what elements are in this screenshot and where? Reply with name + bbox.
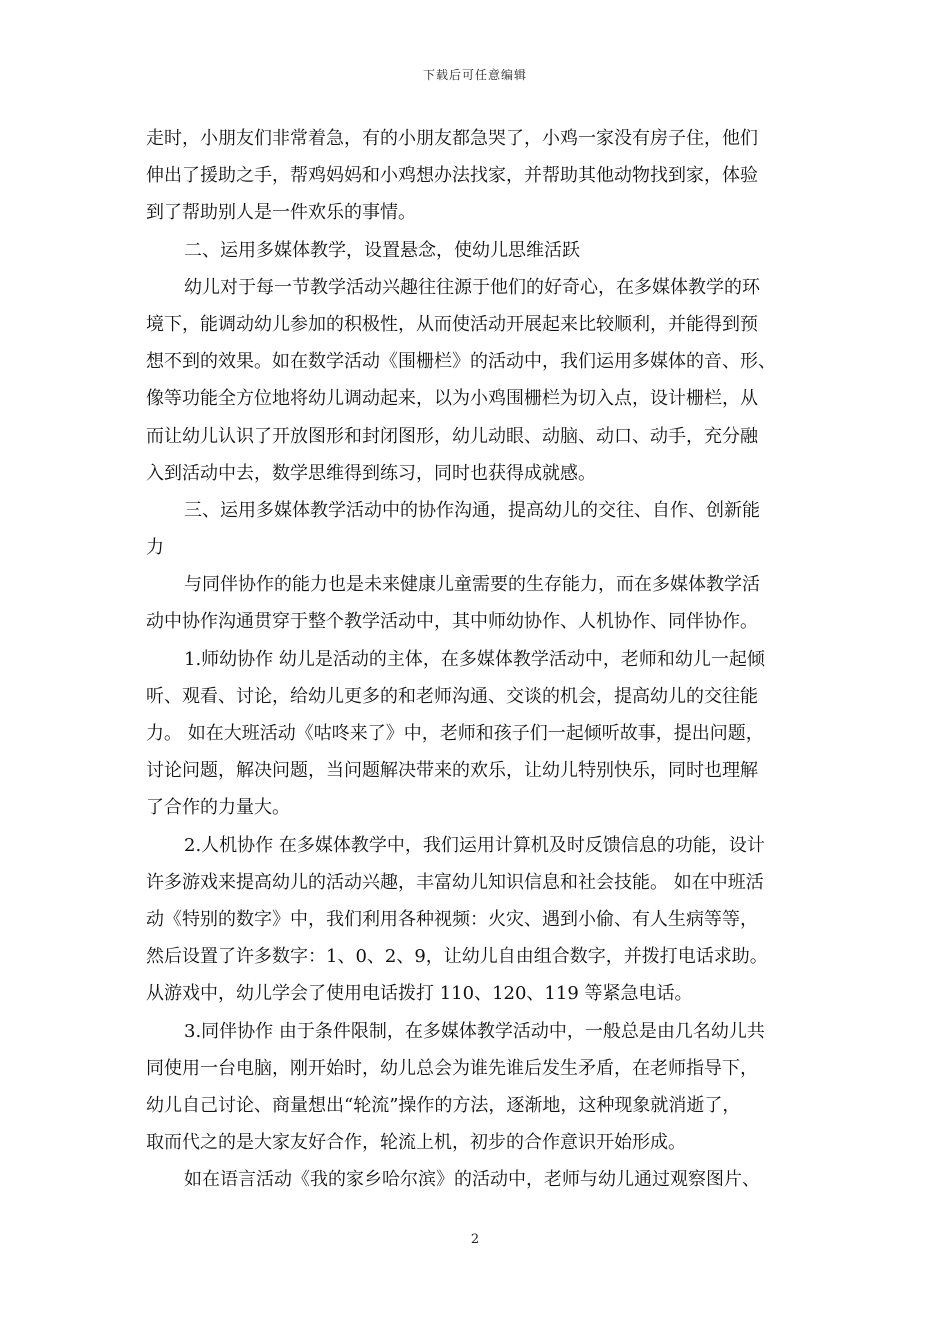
text-line: 到了帮助别人是一件欢乐的事情。 (146, 202, 416, 224)
text-line: 讨论问题，解决问题，当问题解决带来的欢乐，让幼儿特别快乐，同时也理解 (146, 760, 758, 782)
text-line: 然后设置了许多数字：1、0、2、9，让幼儿自由组合数字，并拨打电话求助。 (146, 946, 768, 968)
text-line: 想不到的效果。如在数学活动《围栅栏》的活动中，我们运用多媒体的音、形、 (146, 351, 776, 373)
text-line: 同使用一台电脑，刚开始时，幼儿总会为谁先谁后发生矛盾，在老师指导下， (146, 1057, 758, 1079)
text-line: 动《特别的数字》中，我们利用各种视频：火灾、遇到小偷、有人生病等等， (146, 908, 758, 930)
text-line: 听、观看、讨论，给幼儿更多的和老师沟通、交谈的机会，提高幼儿的交往能 (146, 685, 758, 707)
text-line: 伸出了援助之手，帮鸡妈妈和小鸡想办法找家，并帮助其他动物找到家，体验 (146, 165, 758, 187)
text-line: 二、运用多媒体教学，设置悬念，使幼儿思维活跃 (184, 239, 580, 261)
page-number: 2 (470, 1232, 480, 1247)
text-line: 三、运用多媒体教学活动中的协作沟通，提高幼儿的交往、自作、创新能 (184, 499, 760, 521)
text-line: 许多游戏来提高幼儿的活动兴趣，丰富幼儿知识信息和社会技能。 如在中班活 (146, 871, 764, 893)
text-line: 走时，小朋友们非常着急，有的小朋友都急哭了，小鸡一家没有房子住，他们 (146, 128, 758, 149)
text-line: 境下，能调动幼儿参加的积极性，从而使活动开展起来比较顺利，并能得到预 (146, 313, 758, 335)
text-line: 如在语言活动《我的家乡哈尔滨》的活动中，老师与幼儿通过观察图片、 (184, 1169, 760, 1191)
text-line: 入到活动中去，数学思维得到练习，同时也获得成就感。 (146, 462, 596, 484)
text-line: 3.同伴协作 由于条件限制，在多媒体教学活动中，一般总是由几名幼儿共 (184, 1020, 765, 1042)
body-text (146, 120, 806, 1198)
text-line: 像等功能全方位地将幼儿调动起来，以为小鸡围栅栏为切入点，设计栅栏，从 (146, 388, 758, 410)
text-line: 取而代之的是大家友好合作，轮流上机，初步的合作意识开始形成。 (146, 1132, 686, 1154)
text-line: 力。 如在大班活动《咕咚来了》中，老师和孩子们一起倾听故事，提出问题， (146, 723, 764, 744)
text-line: 1.师幼协作 幼儿是活动的主体，在多媒体教学活动中，老师和幼儿一起倾 (184, 648, 765, 670)
page-header: 下载后可任意编辑 (422, 68, 527, 82)
text-line: 幼儿自己讨论、商量想出“轮流”操作的方法，逐渐地，这种现象就消逝了， (146, 1094, 741, 1116)
text-line: 力 (146, 537, 164, 559)
text-line: 与同伴协作的能力也是未来健康儿童需要的生存能力，而在多媒体教学活 (184, 574, 760, 596)
text-line: 2.人机协作 在多媒体教学中，我们运用计算机及时反馈信息的功能，设计 (184, 834, 765, 856)
text-line: 幼儿对于每一节教学活动兴趣往往源于他们的好奇心，在多媒体教学的环 (184, 276, 760, 298)
text-line: 而让幼儿认识了开放图形和封闭图形，幼儿动眼、动脑、动口、动手，充分融 (146, 425, 758, 447)
text-line: 从游戏中，幼儿学会了使用电话拨打 110、120、119 等紧急电话。 (146, 983, 693, 1005)
text-line: 了合作的力量大。 (146, 797, 290, 819)
text-line: 动中协作沟通贯穿于整个教学活动中，其中师幼协作、人机协作、同伴协作。 (146, 611, 758, 633)
